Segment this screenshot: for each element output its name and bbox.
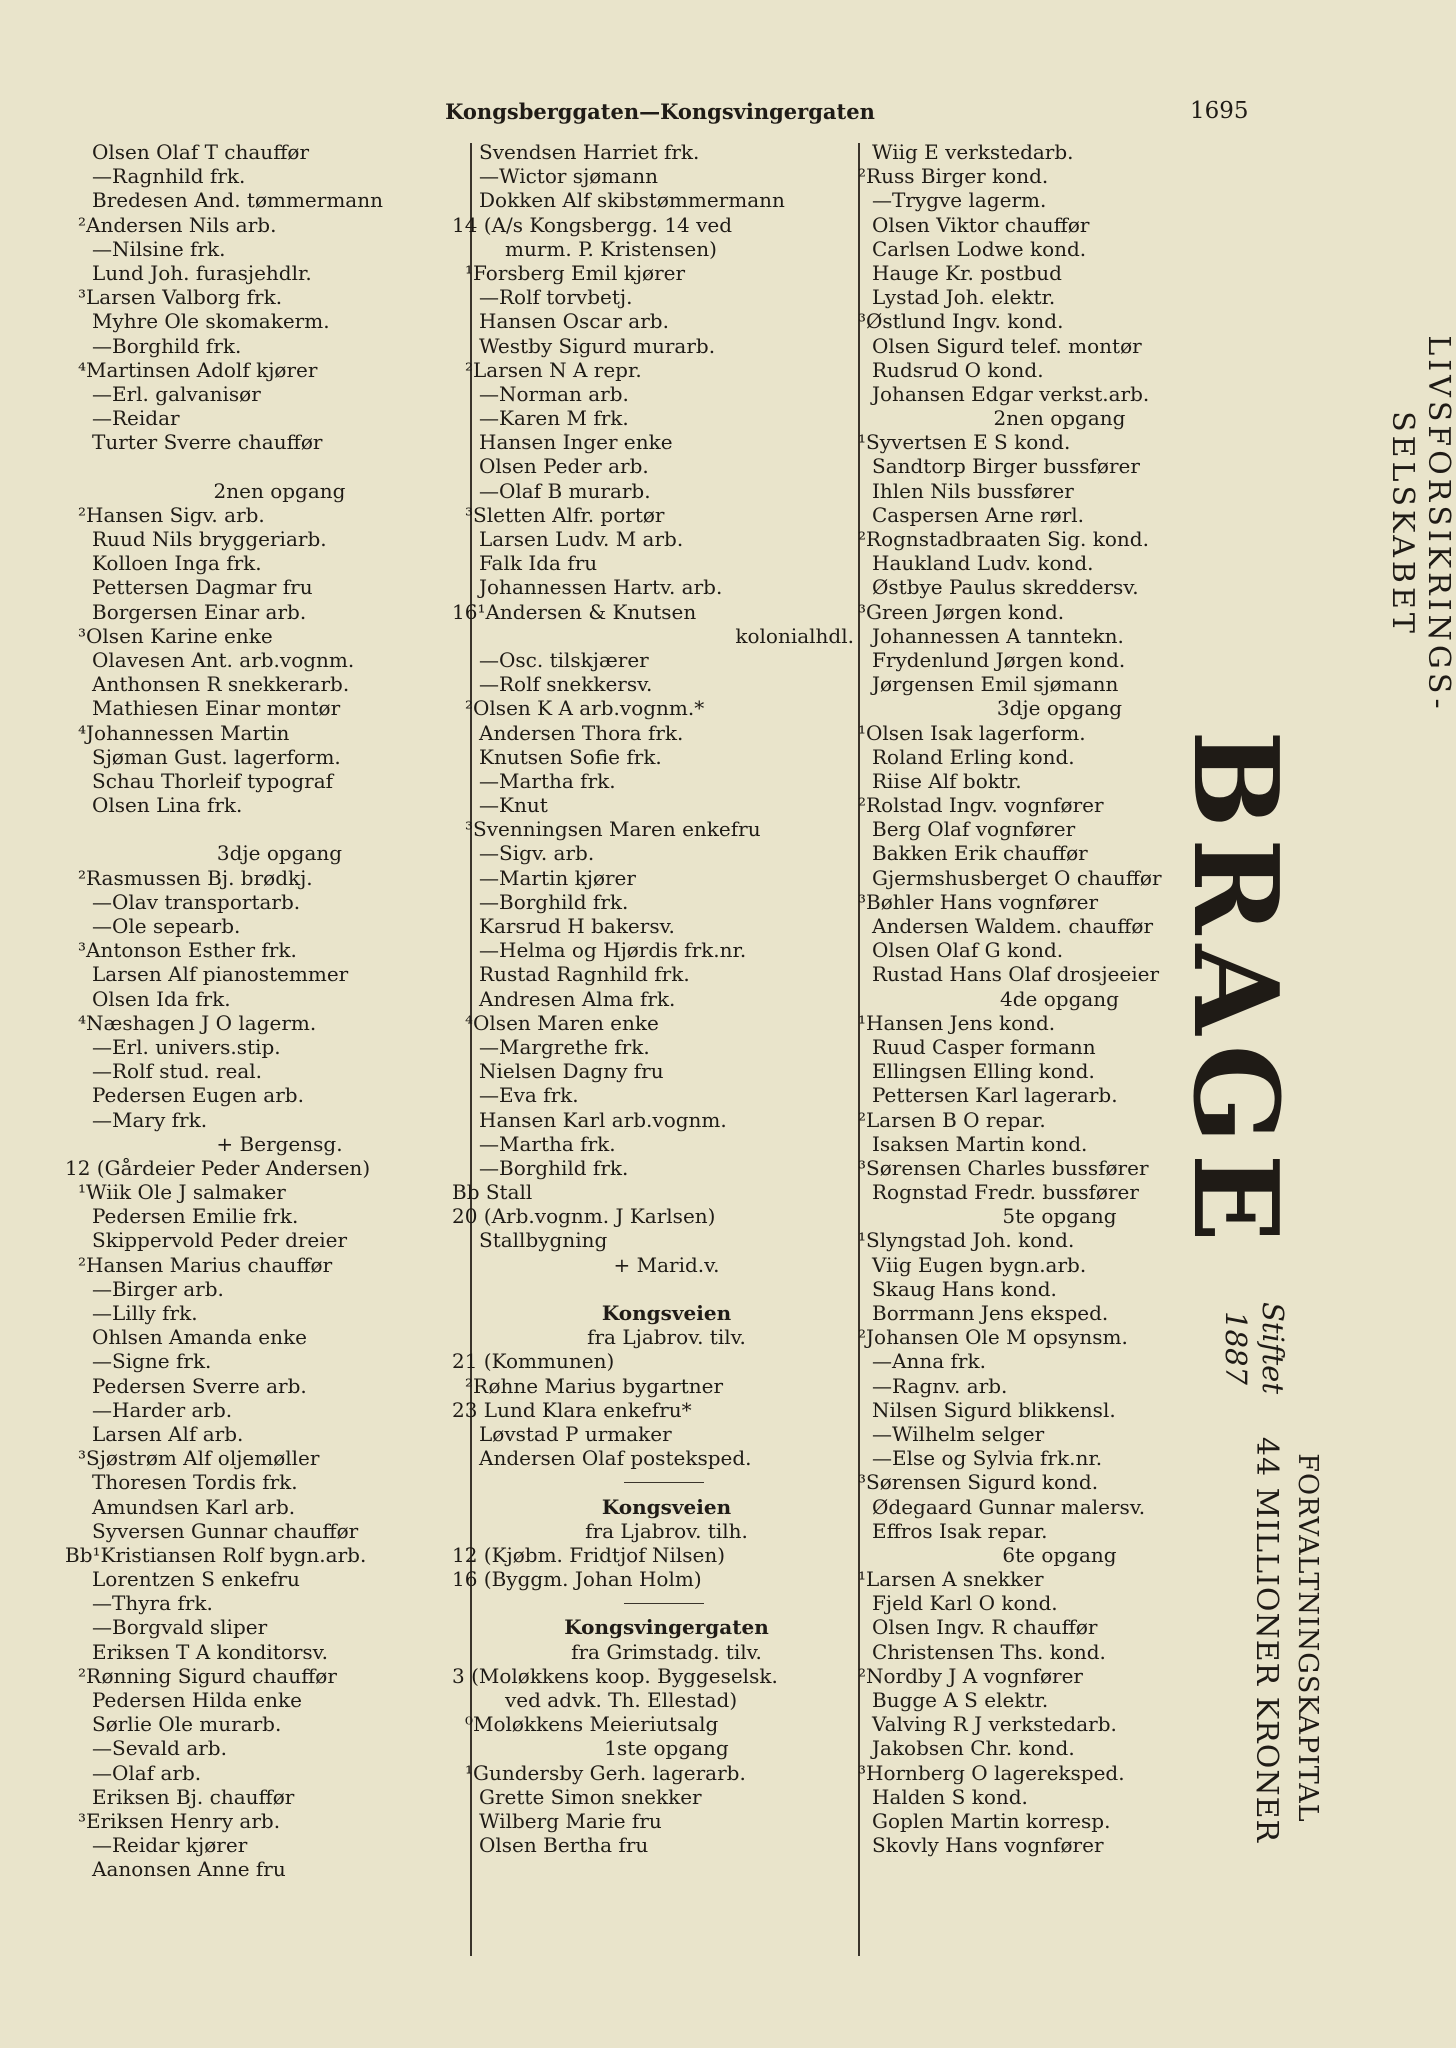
floor-entry: ²Andersen Nils arb. [78, 212, 277, 237]
floor-entry: ²Larsen N A repr. [465, 357, 642, 382]
directory-entry: Eriksen T A konditorsv. [92, 1639, 328, 1664]
directory-entry: Grette Simon snekker [479, 1784, 702, 1809]
directory-entry: —Norman arb. [479, 381, 629, 406]
directory-entry: Olsen Olaf G kond. [872, 938, 1064, 963]
directory-entry: Haukland Ludv. kond. [872, 551, 1094, 576]
directory-entry: Østbye Paulus skreddersv. [872, 575, 1139, 600]
directory-entry: Hansen Karl arb.vognm. [479, 1107, 727, 1132]
directory-entry: Halden S kond. [872, 1784, 1028, 1809]
directory-entry: Amundsen Karl arb. [92, 1494, 296, 1519]
directory-entry: Johansen Edgar verkst.arb. [872, 381, 1150, 406]
directory-entry: Fjeld Karl O kond. [872, 1591, 1058, 1616]
floor-entry: ³Sletten Alfr. portør [465, 502, 665, 527]
floor-entry: ²Rolstad Ingv. vognfører [858, 793, 1104, 818]
directory-entry: Christensen Ths. kond. [872, 1639, 1106, 1664]
page-title: Kongsberggaten—Kongsvingergaten [445, 99, 875, 124]
house-number-entry: 16 (Byggm. Johan Holm) [452, 1567, 702, 1592]
directory-entry: Løvstad P urmaker [479, 1421, 672, 1446]
spacer [92, 817, 467, 841]
directory-entry: Nilsen Sigurd blikkensl. [872, 1397, 1116, 1422]
directory-entry: —Knut [479, 793, 548, 818]
directory-entry-continuation: kolonialhdl. [735, 623, 854, 648]
floor-entry: ³Green Jørgen kond. [858, 599, 1065, 624]
directory-entry: —Anna frk. [872, 1349, 986, 1374]
directory-entry: Pedersen Emilie frk. [92, 1204, 299, 1229]
directory-entry: —Helma og Hjørdis frk.nr. [479, 938, 747, 963]
directory-entry: —Reidar [92, 406, 180, 431]
directory-entry-continuation: ved advk. Th. Ellestad) [505, 1688, 738, 1712]
directory-entry: Ruud Nils bryggeriarb. [92, 527, 327, 551]
directory-entry: —Ragnhild frk. [92, 164, 246, 189]
floor-entry: ²Russ Birger kond. [858, 164, 1049, 189]
spacer [479, 1277, 854, 1301]
directory-entry: Lund Joh. furasjehdlr. [92, 260, 312, 285]
directory-entry: Olsen Sigurd telef. montør [872, 333, 1142, 358]
directory-entry: —Lilly frk. [92, 1301, 198, 1325]
directory-entry: —Erl. univers.stip. [92, 1034, 281, 1059]
directory-entry: Ødegaard Gunnar malersv. [872, 1494, 1146, 1519]
section-subheading: 6te opgang [1002, 1542, 1117, 1567]
directory-entry: —Else og Sylvia frk.nr. [872, 1446, 1103, 1471]
directory-entry: —Ragnv. arb. [872, 1373, 1008, 1398]
directory-entry: Isaksen Martin kond. [872, 1131, 1088, 1156]
house-number-entry: 20 (Arb.vognm. J Karlsen) [452, 1204, 716, 1229]
floor-entry: ²Rognstadbraaten Sig. kond. [858, 527, 1149, 551]
directory-entry: —Wilhelm selger [872, 1421, 1045, 1446]
advert-line-4: 44 MILLIONER KRONER [1249, 1436, 1284, 1844]
directory-entry: Olsen Bertha fru [479, 1833, 649, 1858]
directory-entry: Pedersen Hilda enke [92, 1688, 302, 1712]
directory-entry: —Karen M frk. [479, 406, 629, 431]
directory-entry: Rustad Hans Olaf drosjeeier [872, 962, 1160, 987]
directory-entry: Bakken Erik chauffør [872, 841, 1088, 866]
street-heading: Kongsveien [601, 1301, 732, 1325]
directory-entry: Olsen Peder arb. [479, 454, 649, 479]
directory-entry: Turter Sverre chauffør [92, 430, 323, 455]
directory-entry: Rustad Ragnhild frk. [479, 962, 690, 987]
directory-entry: —Wictor sjømann [479, 164, 658, 189]
directory-entry: —Nilsine frk. [92, 236, 226, 261]
directory-entry: Bredesen And. tømmermann [92, 188, 383, 213]
directory-entry: —Rolf stud. real. [92, 1059, 263, 1084]
house-number-entry: 21 (Kommunen) [452, 1349, 615, 1374]
directory-entry: —Borgvald sliper [92, 1615, 268, 1640]
street-heading: Kongsveien [601, 1494, 732, 1519]
section-subheading: 1ste opgang [604, 1736, 729, 1761]
directory-entry: —Eva frk. [479, 1083, 579, 1108]
floor-entry: ²Larsen B O repar. [858, 1107, 1046, 1132]
directory-entry: Hauge Kr. postbud [872, 260, 1062, 285]
section-subheading: fra Ljabrov. tilv. [587, 1325, 746, 1350]
floor-entry: ⁴Martinsen Adolf kjører [78, 357, 318, 382]
directory-entry: Pettersen Dagmar fru [92, 575, 313, 600]
directory-entry: Hansen Oscar arb. [479, 309, 669, 334]
directory-entry: Larsen Alf arb. [92, 1421, 244, 1446]
directory-entry: Rognstad Fredr. bussfører [872, 1180, 1139, 1205]
directory-column-2 [452, 140, 854, 1858]
directory-entry: —Olaf B murarb. [479, 478, 651, 503]
advert-stiftet: Stiftet [1256, 1302, 1290, 1394]
directory-entry: Larsen Alf pianostemmer [92, 962, 349, 987]
floor-entry: ²Nordby J A vognfører [858, 1663, 1083, 1688]
directory-entry: —Margrethe frk. [479, 1034, 650, 1059]
advert-line-2: SELSKABET [1385, 411, 1420, 637]
directory-entry: Nielsen Dagny fru [479, 1059, 664, 1084]
floor-entry: ³Bøhler Hans vognfører [858, 889, 1099, 914]
directory-entry: Falk Ida fru [479, 551, 598, 576]
floor-entry: ²Rasmussen Bj. brødkj. [78, 865, 313, 890]
floor-entry: ¹Hansen Jens kond. [858, 1010, 1056, 1035]
section-subheading: 3dje opgang [996, 696, 1123, 721]
directory-entry: Olsen Olaf T chauffør [92, 140, 310, 164]
directory-entry: Myhre Ole skomakerm. [92, 309, 330, 334]
directory-entry: Bugge A S elektr. [872, 1688, 1049, 1712]
floor-entry: ¹Olsen Isak lagerform. [858, 720, 1086, 745]
section-subheading: fra Ljabrov. tilh. [585, 1518, 748, 1543]
directory-entry: Gjermshusberget O chauffør [872, 865, 1162, 890]
directory-entry: Roland Erling kond. [872, 744, 1075, 769]
cross-street: + Marid.v. [613, 1252, 720, 1277]
directory-entry: Lorentzen S enkefru [92, 1567, 300, 1592]
directory-entry: Ihlen Nils bussfører [872, 478, 1074, 503]
directory-entry: Goplen Martin korresp. [872, 1808, 1111, 1833]
directory-entry: Olsen Ida frk. [92, 986, 231, 1011]
directory-entry: Dokken Alf skibstømmermann [479, 188, 785, 213]
floor-entry: ²Hansen Marius chauffør [78, 1252, 333, 1277]
house-number-entry: 14 (A/s Kongsbergg. 14 ved [452, 212, 733, 237]
floor-entry: ¹Syvertsen E S kond. [858, 430, 1071, 455]
floor-entry: ³Olsen Karine enke [78, 623, 273, 648]
directory-entry: —Olaf arb. [92, 1760, 202, 1785]
directory-entry: Borgersen Einar arb. [92, 599, 307, 624]
floor-entry: ³Østlund Ingv. kond. [858, 309, 1064, 334]
directory-entry: Eriksen Bj. chauffør [92, 1784, 295, 1809]
directory-entry: Johannessen Hartv. arb. [479, 575, 723, 600]
directory-entry: Pedersen Sverre arb. [92, 1373, 307, 1398]
directory-entry: Ruud Casper formann [872, 1034, 1096, 1059]
directory-entry: —Rolf snekkersv. [479, 672, 653, 697]
directory-column-1 [65, 140, 467, 1882]
floor-entry: ³Antonson Esther frk. [78, 938, 297, 963]
floor-entry: ³Eriksen Henry arb. [78, 1808, 281, 1833]
section-subheading: 3dje opgang [216, 841, 343, 866]
directory-entry: —Osc. tilskjærer [479, 647, 649, 672]
directory-entry: Skippervold Peder dreier [92, 1228, 348, 1253]
floor-entry: ¹Gundersby Gerh. lagerarb. [465, 1760, 746, 1785]
directory-entry-continuation: murm. P. Kristensen) [505, 236, 717, 261]
directory-entry: Knutsen Sofie frk. [479, 744, 662, 769]
directory-entry: —Sigv. arb. [479, 841, 595, 866]
directory-entry: —Martin kjører [479, 865, 636, 890]
directory-entry: —Martha frk. [479, 1131, 616, 1156]
directory-entry: —Signe frk. [92, 1349, 212, 1374]
directory-entry: Effros Isak repar. [872, 1518, 1048, 1543]
directory-entry: Svendsen Harriet frk. [479, 140, 700, 164]
house-number-entry: 16¹Andersen & Knutsen [452, 599, 697, 624]
directory-entry: —Harder arb. [92, 1397, 233, 1422]
directory-entry: —Mary frk. [92, 1107, 208, 1132]
directory-entry: —Borghild frk. [479, 889, 629, 914]
page-number: 1695 [1190, 98, 1249, 124]
directory-entry: Pettersen Karl lagerarb. [872, 1083, 1118, 1108]
directory-entry: —Thyra frk. [92, 1591, 213, 1616]
directory-entry: Anthonsen R snekkerarb. [92, 672, 350, 697]
directory-entry: Aanonsen Anne fru [92, 1857, 286, 1882]
section-subheading: 4de opgang [1000, 986, 1119, 1011]
directory-entry: Wilberg Marie fru [479, 1808, 662, 1833]
floor-entry: ³Larsen Valborg frk. [78, 285, 283, 310]
directory-entry: —Reidar kjører [92, 1833, 248, 1858]
building-entry: Bb Stall [452, 1180, 533, 1205]
directory-entry: Skovly Hans vognfører [872, 1833, 1104, 1858]
spacer [479, 1591, 854, 1615]
directory-entry: Mathiesen Einar montør [92, 696, 341, 721]
directory-entry: Viig Eugen bygn.arb. [872, 1252, 1087, 1277]
directory-entry: Jørgensen Emil sjømann [872, 672, 1119, 697]
directory-entry: Riise Alf boktr. [872, 768, 1022, 793]
floor-entry: ³Hornberg O lagereksped. [858, 1760, 1125, 1785]
directory-entry: Olsen Ingv. R chauffør [872, 1615, 1098, 1640]
directory-entry: Carlsen Lodwe kond. [872, 236, 1087, 261]
floor-entry: ⁴Olsen Maren enke [465, 1010, 659, 1035]
directory-entry: —Martha frk. [479, 768, 616, 793]
house-number-entry: 23 Lund Klara enkefru* [452, 1397, 692, 1422]
directory-entry: Lystad Joh. elektr. [872, 285, 1056, 310]
directory-entry: —Erl. galvanisør [92, 381, 261, 406]
directory-entry: —Trygve lagerm. [872, 188, 1047, 213]
advert-year: 1887 [1219, 1311, 1253, 1385]
directory-entry: Ohlsen Amanda enke [92, 1325, 307, 1350]
floor-entry: ²Johansen Ole M opsynsm. [858, 1325, 1128, 1350]
directory-entry: Wiig E verkstedarb. [872, 140, 1074, 164]
directory-entry: Berg Olaf vognfører [872, 817, 1076, 842]
directory-entry: —Borghild frk. [92, 333, 242, 358]
floor-entry: ⁰Moløkkens Meieriutsalg [465, 1712, 719, 1737]
floor-entry: ³Sørensen Charles bussfører [858, 1155, 1149, 1180]
advert-line-1: LIVSFORSIKRINGS- [1421, 335, 1456, 713]
directory-entry: Thoresen Tordis frk. [92, 1470, 298, 1495]
directory-entry: —Olav transportarb. [92, 889, 301, 914]
floor-entry: ²Olsen K A arb.vognm.* [465, 696, 705, 721]
directory-entry: Westby Sigurd murarb. [479, 333, 716, 358]
directory-entry: —Birger arb. [92, 1276, 224, 1301]
floor-entry: ³Sjøstrøm Alf oljemøller [78, 1446, 320, 1471]
house-number-entry: 12 (Kjøbm. Fridtjof Nilsen) [452, 1542, 726, 1567]
directory-entry: Sørlie Ole murarb. [92, 1712, 282, 1737]
directory-entry: Larsen Ludv. M arb. [479, 527, 684, 551]
floor-entry: ²Hansen Sigv. arb. [78, 502, 265, 527]
building-entry: Bb¹Kristiansen Rolf bygn.arb. [65, 1542, 367, 1567]
floor-entry: ¹Wiik Ole J salmaker [78, 1180, 286, 1205]
floor-entry: ²Rønning Sigurd chauffør [78, 1663, 337, 1688]
directory-entry: —Sevald arb. [92, 1736, 227, 1761]
floor-entry: ¹Larsen A snekker [858, 1567, 1044, 1592]
spacer [479, 1470, 854, 1494]
advert-brand-logo: BRAGE [1167, 730, 1303, 1252]
directory-entry: Andersen Waldem. chauffør [872, 914, 1154, 938]
section-subheading: 5te opgang [1002, 1204, 1117, 1229]
directory-entry: Pedersen Eugen arb. [92, 1083, 304, 1108]
directory-entry: —Ole sepearb. [92, 914, 241, 938]
directory-entry: Andersen Thora frk. [479, 720, 684, 745]
directory-entry: Ellingsen Elling kond. [872, 1059, 1095, 1084]
floor-entry: ⁴Næshagen J O lagerm. [78, 1010, 317, 1035]
directory-entry: Rudsrud O kond. [872, 357, 1044, 382]
directory-entry: Olsen Lina frk. [92, 793, 243, 818]
section-subheading: 2nen opgang [993, 406, 1126, 431]
floor-entry: ¹Slyngstad Joh. kond. [858, 1228, 1075, 1253]
house-number-entry: 3 (Moløkkens koop. Byggeselsk. [452, 1663, 778, 1688]
directory-entry: —Rolf torvbetj. [479, 285, 633, 310]
cross-street: + Bergensg. [216, 1131, 343, 1156]
advert-line-3: FORVALTNINGSKAPITAL [1292, 1453, 1323, 1823]
directory-entry: Andresen Alma frk. [479, 986, 676, 1011]
directory-entry: Kolloen Inga frk. [92, 551, 262, 576]
house-number-entry: 12 (Gårdeier Peder Andersen) [65, 1155, 371, 1180]
directory-entry: Borrmann Jens eksped. [872, 1301, 1109, 1325]
directory-entry: Skaug Hans kond. [872, 1276, 1057, 1301]
floor-entry: ¹Forsberg Emil kjører [465, 260, 686, 285]
directory-entry: Olavesen Ant. arb.vognm. [92, 647, 355, 672]
directory-entry: Schau Thorleif typograf [92, 768, 334, 793]
directory-entry: —Borghild frk. [479, 1155, 629, 1180]
street-heading: Kongsvingergaten [564, 1615, 769, 1640]
spacer [92, 454, 467, 478]
directory-entry: Caspersen Arne rørl. [872, 502, 1085, 527]
floor-entry: ²Røhne Marius bygartner [465, 1373, 724, 1398]
directory-entry: Syversen Gunnar chauffør [92, 1518, 359, 1543]
directory-entry: Sjøman Gust. lagerform. [92, 744, 341, 769]
directory-entry: Johannessen A tanntekn. [872, 623, 1124, 648]
floor-entry: ³Svenningsen Maren enkefru [465, 817, 761, 842]
directory-entry: Andersen Olaf posteksped. [479, 1446, 752, 1471]
section-subheading: fra Grimstadg. tilv. [571, 1639, 762, 1664]
floor-entry: ³Sørensen Sigurd kond. [858, 1470, 1099, 1495]
directory-entry: Karsrud H bakersv. [479, 914, 675, 938]
directory-entry: Sandtorp Birger bussfører [872, 454, 1140, 479]
section-subheading: 2nen opgang [213, 478, 346, 503]
directory-entry: Valving R J verkstedarb. [872, 1712, 1117, 1737]
floor-entry: ⁴Johannessen Martin [78, 720, 290, 745]
directory-entry: Hansen Inger enke [479, 430, 673, 455]
directory-entry: Olsen Viktor chauffør [872, 212, 1090, 237]
directory-entry: Frydenlund Jørgen kond. [872, 647, 1126, 672]
directory-entry: Jakobsen Chr. kond. [872, 1736, 1075, 1761]
directory-entry: Stallbygning [479, 1228, 608, 1253]
